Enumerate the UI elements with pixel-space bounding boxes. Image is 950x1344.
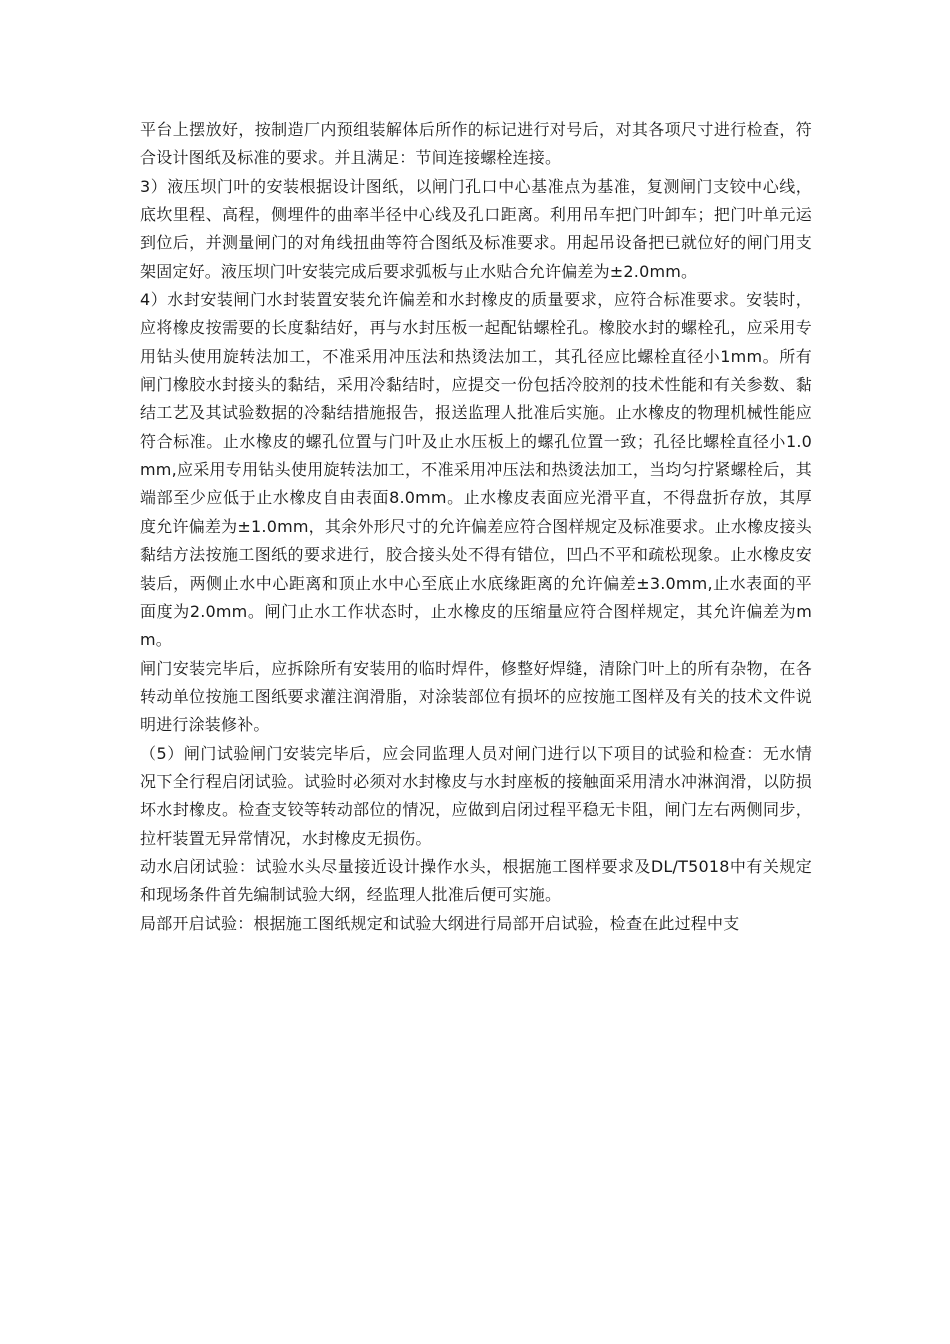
paragraph-6: 动水启闭试验：试验水头尽量接近设计操作水头，根据施工图样要求及DL/T5018中有关规定和现场条件首先编制试验大纲，经监理人批准后便可实施。 xyxy=(140,856,812,905)
document-body xyxy=(140,116,812,938)
paragraph-1: 平台上摆放好，按制造厂内预组装解体后所作的标记进行对号后，对其各项尺寸进行检查，符合设计图纸及标准的要求。并且满足：节间连接螺栓连接。 xyxy=(140,120,812,168)
paragraph-7: 局部开启试验：根据施工图纸规定和试验大纲进行局部开启试验，检查在此过程中支 xyxy=(140,913,740,933)
paragraph-3: 4）水封安装闸门水封装置安装允许偏差和水封橡皮的质量要求，应符合标准要求。安装时，应将橡皮按需要的长度黏结好，再与水封压板一起配钻螺栓孔。橡胶水封的螺栓孔，应采用专用钻头使用旋转法加工，不准采用冲压法和热烫法加工，其孔径应比螺栓直径小1mm。所有闸门橡胶水封接头的黏结，采用冷黏结时，应提交一份包括冷胶剂的技术性能和有关参数、黏结工艺及其试验数据的冷黏结措施报告，报送监理人批准后实施。止水橡皮的物理机械性能应符合标准。止水橡皮的螺孔位置与门叶及止水压板上的螺孔位置一致；孔径比螺栓直径小1.0mm,应采用专用钻头使用旋转法加工，不准采用冲压法和热烫法加工，当均匀拧紧螺栓后，其端部至少应低于止水橡皮自由表面8.0mm。止水橡皮表面应光滑平直，不得盘折存放，其厚度允许偏差为±1.0mm，其余外形尺寸的允许偏差应符合图样规定及标准要求。止水橡皮接头黏结方法按施工图纸的要求进行，胶合接头处不得有错位，凹凸不平和疏松现象。止水橡皮安装后，两侧止水中心距离和顶止水中心至底止水底缘距离的允许偏差±3.0mm,止水表面的平面度为2.0mm。闸门止水工作状态时，止水橡皮的压缩量应符合图样规定，其允许偏差为mm。 xyxy=(140,290,812,650)
paragraph-5: （5）闸门试验闸门安装完毕后，应会同监理人员对闸门进行以下项目的试验和检查：无水情况下全行程启闭试验。试验时必须对水封橡皮与水封座板的接触面采用清水冲淋润滑，以防损坏水封橡皮。检查支铰等转动部位的情况，应做到启闭过程平稳无卡阻，闸门左右两侧同步，拉杆装置无异常情况，水封橡皮无损伤。 xyxy=(140,743,812,848)
paragraph-2: 3）液压坝门叶的安装根据设计图纸，以闸门孔口中心基准点为基准，复测闸门支铰中心线，底坎里程、高程，侧埋件的曲率半径中心线及孔口距离。利用吊车把门叶卸车；把门叶单元运到位后，并测量闸门的对角线扭曲等符合图纸及标准要求。用起吊设备把已就位好的闸门用支架固定好。液压坝门叶安装完成后要求弧板与止水贴合允许偏差为±2.0mm。 xyxy=(140,176,812,281)
paragraph-4: 闸门安装完毕后，应拆除所有安装用的临时焊件，修整好焊缝，清除门叶上的所有杂物，在各转动单位按施工图纸要求灌注润滑脂，对涂装部位有损坏的应按施工图样及有关的技术文件说明进行涂装修补。 xyxy=(140,658,812,735)
